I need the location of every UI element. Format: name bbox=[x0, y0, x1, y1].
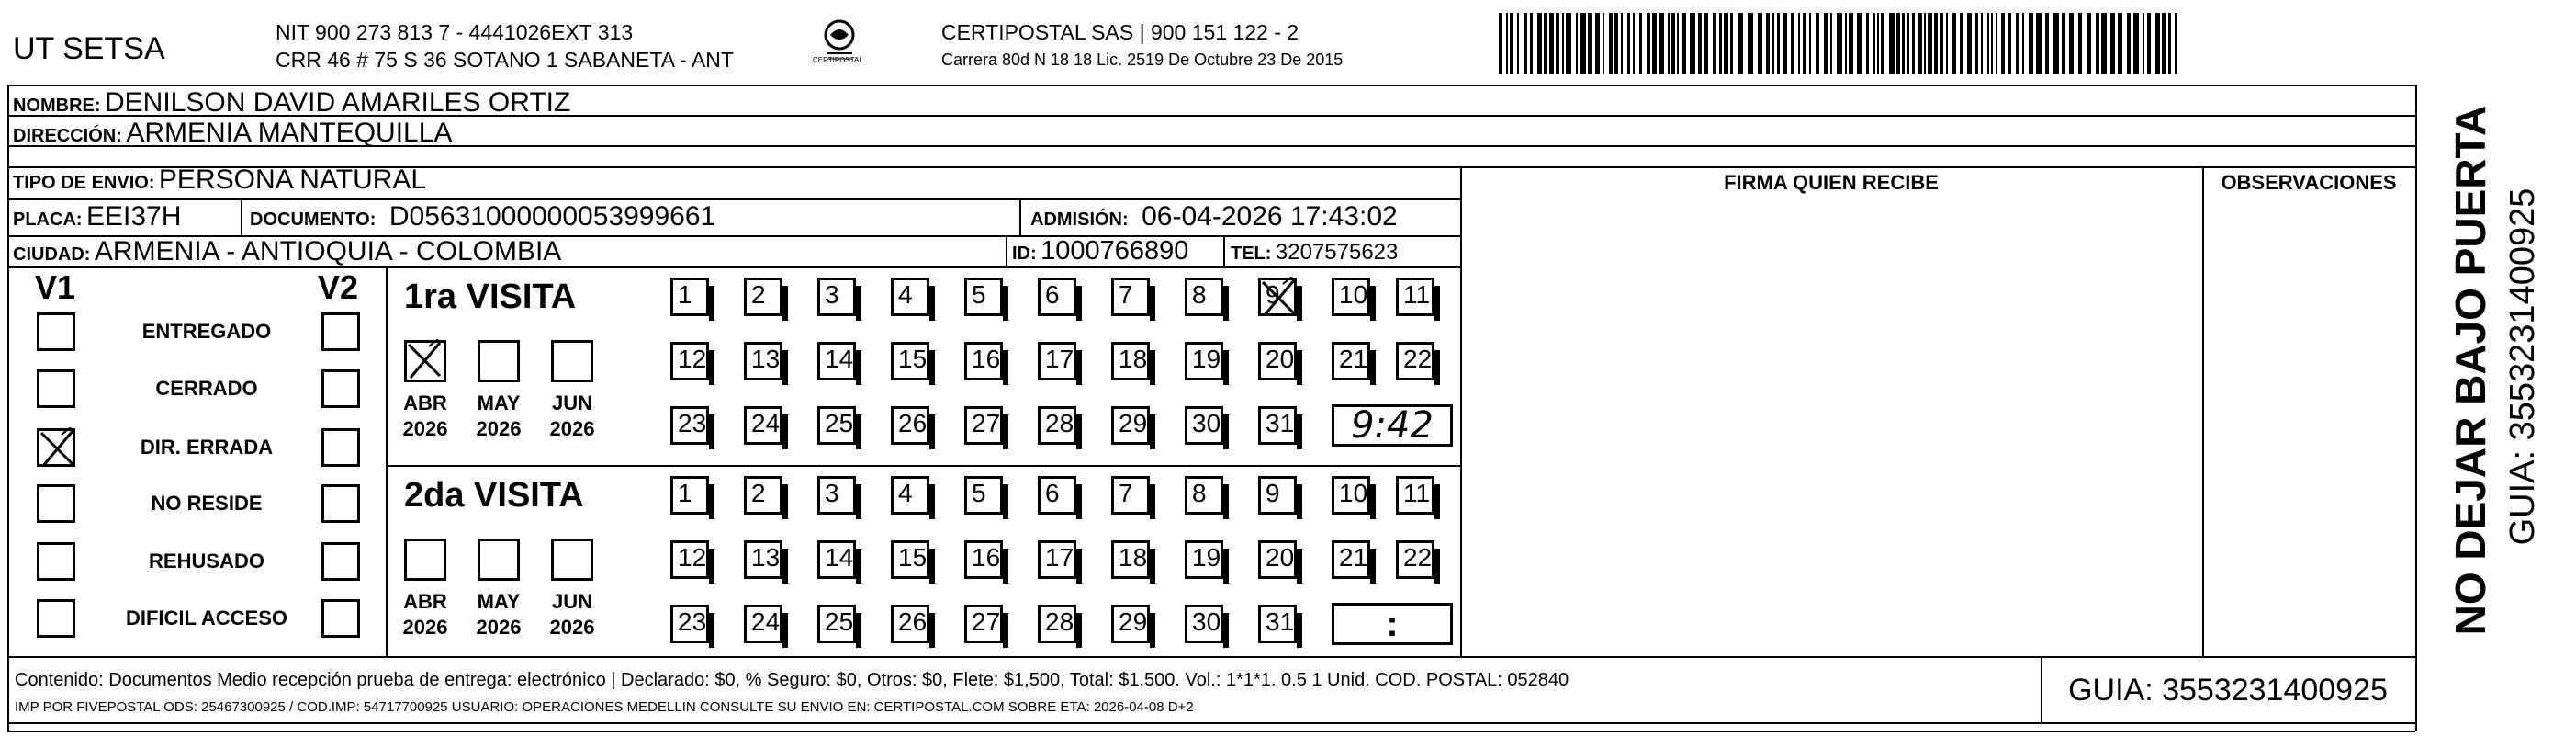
side-panel bbox=[2424, 101, 2571, 652]
barcode bbox=[1499, 13, 2183, 74]
v2-checkbox-entregado[interactable] bbox=[321, 312, 360, 351]
visit-1-day-22[interactable]: 22 bbox=[1396, 342, 1434, 380]
visit-1-month-jun-checkbox[interactable] bbox=[551, 340, 593, 382]
visit-2-day-19[interactable]: 19 bbox=[1185, 540, 1223, 579]
v1-checkbox-dir-errada[interactable] bbox=[37, 428, 75, 467]
direccion-row bbox=[13, 119, 452, 147]
status-label-dificil-acceso: DIFICIL ACCESO bbox=[125, 607, 287, 629]
tel-label: TEL: bbox=[1231, 244, 1272, 264]
visit-1-day-11[interactable]: 11 bbox=[1396, 278, 1434, 316]
visit-2-day-4[interactable]: 4 bbox=[891, 476, 929, 515]
visit-1-day-9[interactable]: 9 bbox=[1258, 278, 1297, 316]
visit-2-month-label: ABR bbox=[403, 590, 447, 613]
visit-2-day-5[interactable]: 5 bbox=[964, 476, 1003, 515]
visit-1-year-label: 2026 bbox=[476, 417, 522, 440]
id-label: ID: bbox=[1012, 244, 1037, 264]
visit-1-day-29[interactable]: 29 bbox=[1111, 406, 1150, 445]
visit-2-day-26[interactable]: 26 bbox=[891, 605, 929, 643]
visit-2-day-3[interactable]: 3 bbox=[817, 476, 856, 515]
visit-1-day-6[interactable]: 6 bbox=[1038, 278, 1076, 316]
placa-value: EEI37H bbox=[86, 201, 182, 232]
id-value: 1000766890 bbox=[1041, 236, 1189, 266]
visit-1-month-may-checkbox[interactable] bbox=[478, 340, 520, 382]
v2-checkbox-cerrado[interactable] bbox=[321, 369, 360, 408]
visit-1-day-2[interactable]: 2 bbox=[744, 278, 782, 316]
no-dejar-bajo-puerta: NO DEJAR BAJO PUERTA bbox=[2447, 105, 2494, 636]
visit-1-month-label: ABR bbox=[403, 391, 447, 414]
firma-quien-recibe-title: FIRMA QUIEN RECIBE bbox=[1724, 171, 1939, 194]
certipostal-line1: CERTIPOSTAL SAS | 900 151 122 - 2 bbox=[941, 20, 1299, 44]
visit-2-month-abr-checkbox[interactable] bbox=[404, 539, 446, 581]
visit-1-day-7[interactable]: 7 bbox=[1111, 278, 1150, 316]
v1-checkbox-rehusado[interactable] bbox=[37, 542, 75, 581]
visit-2-year-label: 2026 bbox=[476, 616, 522, 639]
tel-row bbox=[1231, 242, 1398, 264]
visit-2-day-11[interactable]: 11 bbox=[1396, 476, 1434, 515]
visit-2-day-2[interactable]: 2 bbox=[744, 476, 782, 515]
visit-1-month-label: JUN bbox=[551, 391, 592, 414]
ciudad-row bbox=[13, 238, 561, 266]
visit-2-day-8[interactable]: 8 bbox=[1185, 476, 1223, 515]
nombre-row bbox=[13, 89, 570, 117]
visit-2-day-17[interactable]: 17 bbox=[1038, 540, 1076, 579]
status-label-entregado: ENTREGADO bbox=[141, 320, 272, 343]
visit-1-day-20[interactable]: 20 bbox=[1258, 342, 1297, 380]
visit-1-day-18[interactable]: 18 bbox=[1111, 342, 1150, 380]
visit-2-day-6[interactable]: 6 bbox=[1038, 476, 1076, 515]
id-row bbox=[1012, 238, 1188, 265]
v1-checkbox-entregado[interactable] bbox=[37, 312, 75, 351]
visit-1-day-26[interactable]: 26 bbox=[891, 406, 929, 445]
visit-1-title: 1ra VISITA bbox=[404, 278, 577, 316]
admision-value: 06-04-2026 17:43:02 bbox=[1142, 201, 1398, 232]
visit-1-day-24[interactable]: 24 bbox=[744, 406, 782, 445]
observaciones-title: OBSERVACIONES bbox=[2221, 171, 2397, 194]
visit-1-day-8[interactable]: 8 bbox=[1185, 278, 1223, 316]
visit-1-time-box[interactable]: 9:42 bbox=[1332, 404, 1453, 447]
nombre-label: NOMBRE: bbox=[13, 96, 101, 116]
visit-1-day-16[interactable]: 16 bbox=[964, 342, 1003, 380]
tipo-envio-row bbox=[13, 166, 426, 194]
v2-checkbox-no-reside[interactable] bbox=[321, 484, 360, 523]
visit-1-day-5[interactable]: 5 bbox=[964, 278, 1003, 316]
signature-area[interactable] bbox=[1462, 200, 2200, 654]
visit-2-day-29[interactable]: 29 bbox=[1111, 605, 1150, 643]
visit-2-day-14[interactable]: 14 bbox=[817, 540, 856, 579]
visit-2-month-label: MAY bbox=[477, 590, 521, 613]
visit-2-day-20[interactable]: 20 bbox=[1258, 540, 1297, 579]
visit-1-day-14[interactable]: 14 bbox=[817, 342, 856, 380]
placa-label: PLACA: bbox=[13, 210, 83, 230]
certipostal-logo-text: CERTIPOSTAL bbox=[813, 56, 863, 64]
visit-2-time-box[interactable]: : bbox=[1332, 603, 1453, 645]
visit-1-day-21[interactable]: 21 bbox=[1332, 342, 1370, 380]
visit-2-day-16[interactable]: 16 bbox=[964, 540, 1003, 579]
tipo-envio-label: TIPO DE ENVIO: bbox=[13, 173, 155, 193]
visit-2-day-15[interactable]: 15 bbox=[891, 540, 929, 579]
placa-row bbox=[13, 203, 181, 231]
visit-2-day-27[interactable]: 27 bbox=[964, 605, 1003, 643]
visit-2-day-21[interactable]: 21 bbox=[1332, 540, 1370, 579]
v1-label: V1 bbox=[35, 268, 76, 306]
visit-2-year-label: 2026 bbox=[402, 616, 448, 639]
visit-1-month-label: MAY bbox=[477, 391, 521, 414]
visit-1-day-17[interactable]: 17 bbox=[1038, 342, 1076, 380]
v2-checkbox-rehusado[interactable] bbox=[321, 542, 360, 581]
documento-label: DOCUMENTO: bbox=[250, 210, 377, 230]
v2-checkbox-dir-errada[interactable] bbox=[321, 428, 360, 467]
v1-checkbox-cerrado[interactable] bbox=[37, 369, 75, 408]
admision-label: ADMISIÓN: bbox=[1030, 210, 1129, 230]
v1-checkbox-dificil-acceso[interactable] bbox=[37, 599, 75, 638]
visit-1-day-28[interactable]: 28 bbox=[1038, 406, 1076, 445]
visit-2-day-9[interactable]: 9 bbox=[1258, 476, 1297, 515]
visit-1-day-27[interactable]: 27 bbox=[964, 406, 1003, 445]
visit-1-day-12[interactable]: 12 bbox=[670, 342, 709, 380]
visit-2-title: 2da VISITA bbox=[404, 476, 584, 515]
footer-imp: IMP POR FIVEPOSTAL ODS: 25467300925 / COD.IMP: 54717700925 USUARIO: OPERACIONES MEDELLIN CONSULTE SU ENVIO EN: CERTIPOSTAL.COM SOBRE ETA: 2026-04-08 D+2 bbox=[15, 699, 1194, 715]
status-label-rehusado: REHUSADO bbox=[149, 550, 264, 573]
visit-2-day-25[interactable]: 25 bbox=[817, 605, 856, 643]
visit-2-day-22[interactable]: 22 bbox=[1396, 540, 1434, 579]
footer-contenido: Contenido: Documentos Medio recepción prueba de entrega: electrónico | Declarado: $0, % Seguro: $0, Otros: $0, Flete: $1,500, Total: $1,500. Vol.: 1*1*1. 0.5 1 Unid. COD. POSTAL: 052840 bbox=[15, 670, 1569, 690]
visit-1-year-label: 2026 bbox=[402, 417, 448, 440]
visit-1-year-label: 2026 bbox=[549, 417, 595, 440]
visit-2-day-10[interactable]: 10 bbox=[1332, 476, 1370, 515]
direccion-value: ARMENIA MANTEQUILLA bbox=[126, 118, 453, 148]
status-label-dir-errada: DIR. ERRADA bbox=[140, 436, 274, 459]
nombre-value: DENILSON DAVID AMARILES ORTIZ bbox=[105, 87, 571, 118]
tel-value: 3207575623 bbox=[1275, 240, 1399, 265]
visit-2-day-31[interactable]: 31 bbox=[1258, 605, 1297, 643]
visit-2-day-23[interactable]: 23 bbox=[670, 605, 709, 643]
admision-row bbox=[1030, 203, 1398, 231]
certipostal-logo-icon bbox=[806, 17, 872, 74]
visit-1-month-abr-checkbox[interactable] bbox=[404, 340, 446, 382]
visit-2-day-18[interactable]: 18 bbox=[1111, 540, 1150, 579]
visit-1-day-30[interactable]: 30 bbox=[1185, 406, 1223, 445]
visit-2-month-jun-checkbox[interactable] bbox=[551, 539, 593, 581]
visit-2-day-24[interactable]: 24 bbox=[744, 605, 782, 643]
visit-2-day-28[interactable]: 28 bbox=[1038, 605, 1076, 643]
visit-2-day-13[interactable]: 13 bbox=[744, 540, 782, 579]
certipostal-line2: Carrera 80d N 18 18 Lic. 2519 De Octubre 23 De 2015 bbox=[941, 51, 1344, 69]
company-address: CRR 46 # 75 S 36 SOTANO 1 SABANETA - ANT bbox=[276, 48, 734, 72]
ciudad-label: CIUDAD: bbox=[13, 244, 91, 265]
status-label-cerrado: CERRADO bbox=[155, 377, 258, 400]
ciudad-value: ARMENIA - ANTIOQUIA - COLOMBIA bbox=[94, 236, 562, 266]
visit-1-day-13[interactable]: 13 bbox=[744, 342, 782, 380]
v2-checkbox-dificil-acceso[interactable] bbox=[321, 599, 360, 638]
visit-2-month-label: JUN bbox=[551, 590, 592, 613]
v1-checkbox-no-reside[interactable] bbox=[37, 484, 75, 523]
company-name: UT SETSA bbox=[13, 31, 165, 66]
documento-row bbox=[250, 203, 715, 231]
guia-box: GUIA: 3553231400925 bbox=[2068, 673, 2388, 708]
certipostal-logo bbox=[806, 17, 872, 74]
visit-2-month-may-checkbox[interactable] bbox=[478, 539, 520, 581]
visit-1-day-15[interactable]: 15 bbox=[891, 342, 929, 380]
visit-2-day-1[interactable]: 1 bbox=[670, 476, 709, 515]
visit-1-day-3[interactable]: 3 bbox=[817, 278, 856, 316]
side-guia: GUIA: 3553231400925 bbox=[2503, 187, 2542, 546]
status-label-no-reside: NO RESIDE bbox=[151, 492, 263, 515]
visit-1-day-1[interactable]: 1 bbox=[670, 278, 709, 316]
visit-2-day-12[interactable]: 12 bbox=[670, 540, 709, 579]
visit-1-day-4[interactable]: 4 bbox=[891, 278, 929, 316]
direccion-label: DIRECCIÓN: bbox=[13, 126, 122, 146]
company-nit: NIT 900 273 813 7 - 4441026EXT 313 bbox=[276, 20, 634, 44]
visit-1-day-10[interactable]: 10 bbox=[1332, 278, 1370, 316]
v2-label: V2 bbox=[318, 268, 359, 306]
visit-2-day-30[interactable]: 30 bbox=[1185, 605, 1223, 643]
observations-area[interactable] bbox=[2204, 200, 2413, 654]
visit-2-year-label: 2026 bbox=[549, 616, 595, 639]
visit-1-day-23[interactable]: 23 bbox=[670, 406, 709, 445]
visit-2-day-7[interactable]: 7 bbox=[1111, 476, 1150, 515]
documento-value: D05631000000053999661 bbox=[388, 201, 716, 232]
visit-1-day-31[interactable]: 31 bbox=[1258, 406, 1297, 445]
visit-1-day-19[interactable]: 19 bbox=[1185, 342, 1223, 380]
visit-1-day-25[interactable]: 25 bbox=[817, 406, 856, 445]
tipo-envio-value: PERSONA NATURAL bbox=[158, 164, 427, 195]
